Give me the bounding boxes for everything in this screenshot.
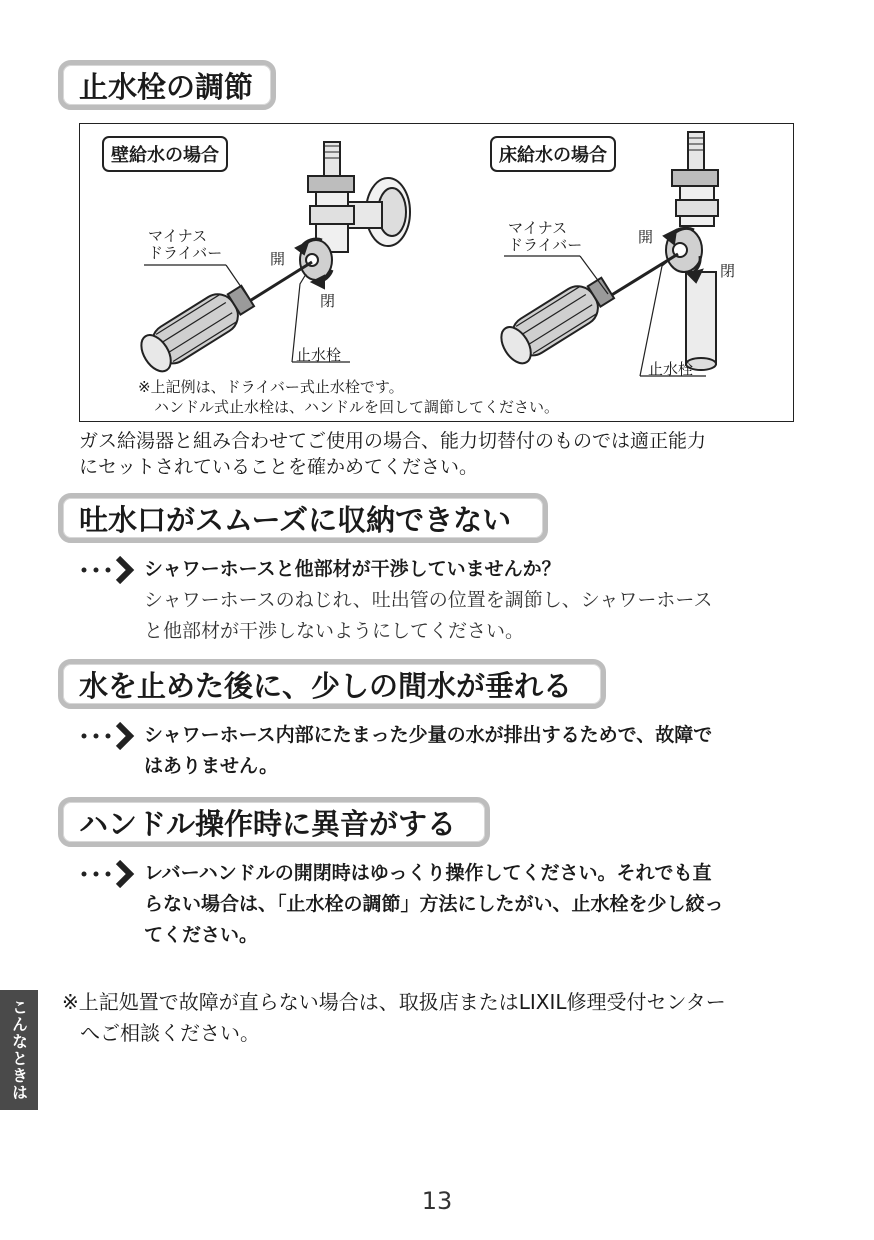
floor-open-label: 開 xyxy=(638,228,654,246)
answer-noise xyxy=(78,858,874,951)
section-title-stopcock: 止水栓の調節 xyxy=(58,60,276,110)
footer-note-line-2: へご相談ください。 xyxy=(80,1021,260,1045)
answer-noise-line-3: てください。 xyxy=(144,924,259,946)
floor-screwdriver-callout: マイナス ドライバー xyxy=(508,219,583,254)
wall-close-label: 閉 xyxy=(320,292,336,310)
wall-open-label: 開 xyxy=(270,250,286,268)
wall-supply-label: 壁給水の場合 xyxy=(102,136,228,172)
page-number: 13 xyxy=(421,1187,453,1215)
answer-spout-detail-2: と他部材が干渉しないようにしてください。 xyxy=(144,620,525,642)
answer-noise-line-1: レバーハンドルの開閉時はゆっくり操作してください。それでも直 xyxy=(144,862,712,884)
section-title-spout: 吐水口がスムーズに収納できない xyxy=(58,493,548,543)
footer-note-line-1: ※上記処置で故障が直らない場合は、取扱店またはLIXIL修理受付センター xyxy=(62,990,726,1014)
answer-drip-line-1: シャワーホース内部にたまった少量の水が排出するためで、故障で xyxy=(144,724,713,746)
side-tab-troubleshooting[interactable]: こんなときは xyxy=(0,990,38,1110)
floor-close-label: 閉 xyxy=(720,262,736,280)
figure-note-2: ハンドル式止水栓は、ハンドルを回して調節してください。 xyxy=(154,398,560,416)
floor-valve-label: 止水栓 xyxy=(648,360,694,378)
gas-heater-note-line-2: にセットされていることを確かめてください。 xyxy=(79,456,479,478)
floor-supply-label: 床給水の場合 xyxy=(490,136,616,172)
dots-arrow-icon xyxy=(78,556,138,584)
stopcock-figure xyxy=(79,123,794,422)
answer-drip xyxy=(78,720,874,782)
wall-screwdriver-callout: マイナス ドライバー xyxy=(148,227,223,262)
answer-spout xyxy=(78,554,874,647)
section-title-drip: 水を止めた後に、少しの間水が垂れる xyxy=(58,659,606,709)
dots-arrow-icon xyxy=(78,722,138,750)
section-title-noise: ハンドル操作時に異音がする xyxy=(58,797,490,847)
figure-note-1: ※上記例は、ドライバー式止水栓です。 xyxy=(138,378,404,396)
answer-drip-line-2: はありません。 xyxy=(144,755,279,777)
dots-arrow-icon xyxy=(78,860,138,888)
answer-noise-line-2: らない場合は、「止水栓の調節」方法にしたがい、止水栓を少し絞っ xyxy=(144,893,724,915)
wall-valve-label: 止水栓 xyxy=(296,346,342,364)
answer-spout-lead: シャワーホースと他部材が干渉していませんか？ xyxy=(144,558,561,580)
answer-spout-detail-1: シャワーホースのねじれ、吐出管の位置を調節し、シャワーホース xyxy=(144,589,713,611)
gas-heater-note-line-1: ガス給湯器と組み合わせてご使用の場合、能力切替付のものでは適正能力 xyxy=(79,430,707,452)
